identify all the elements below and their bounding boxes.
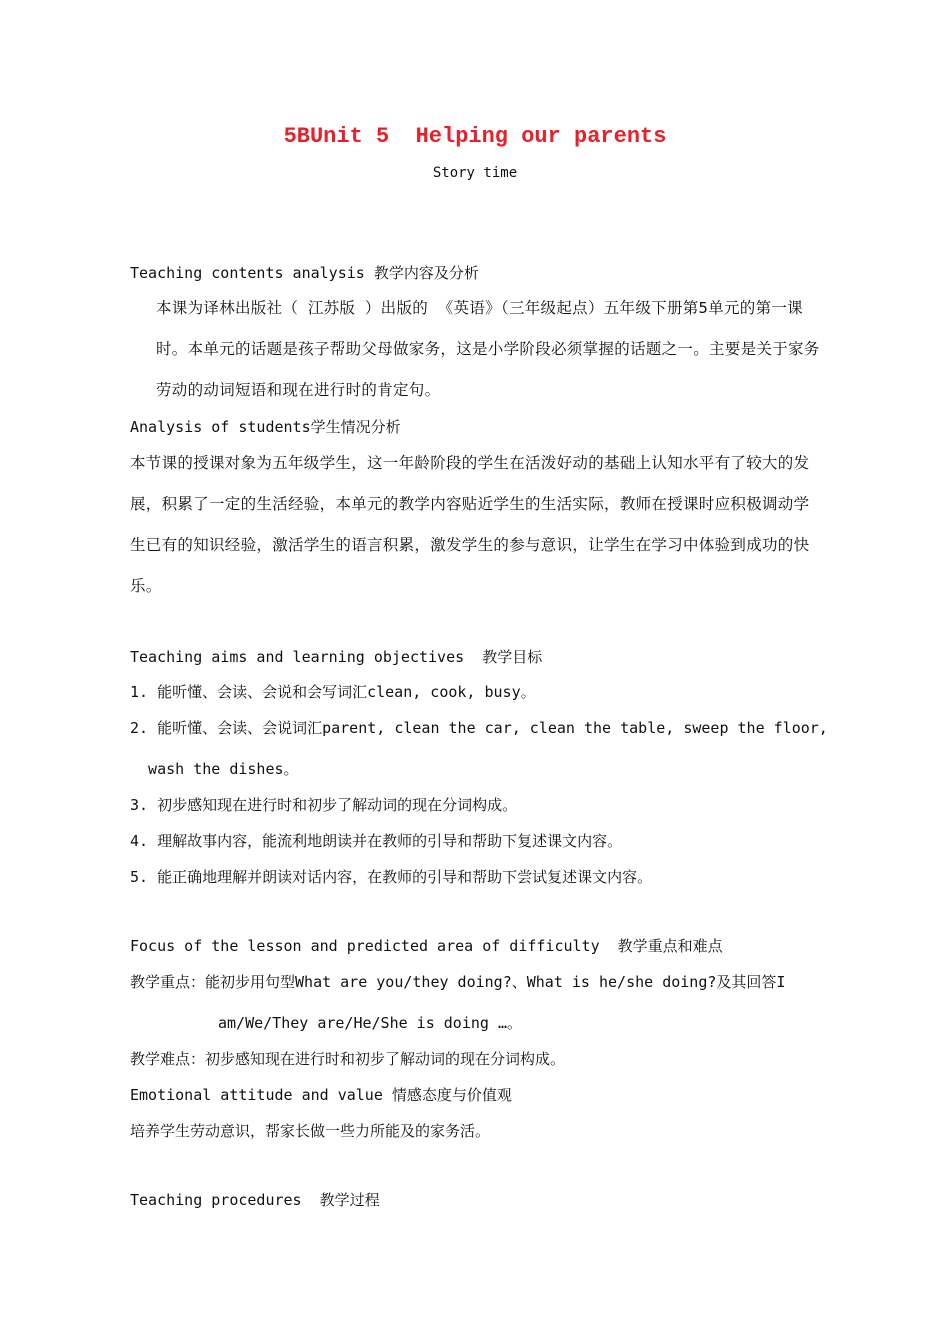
difficulty-line: 教学难点：初步感知现在进行时和初步了解动词的现在分词构成。 bbox=[130, 1050, 566, 1068]
aim-item-4: 4. 理解故事内容，能流利地朗读并在教师的引导和帮助下复述课文内容。 bbox=[130, 832, 623, 850]
key-point-line-2: am/We/They are/He/She is doing …。 bbox=[218, 1014, 522, 1032]
section-heading-students: Analysis of students学生情况分析 bbox=[130, 418, 401, 436]
aim-item-3: 3. 初步感知现在进行时和初步了解动词的现在分词构成。 bbox=[130, 796, 518, 814]
section-heading-contents: Teaching contents analysis 教学内容及分析 bbox=[130, 264, 479, 282]
page-subtitle: Story time bbox=[432, 165, 518, 181]
key-point-line-1: 教学重点：能初步用句型What are you/they doing?、What is he/she doing?及其回答I bbox=[130, 973, 786, 991]
section-heading-focus: Focus of the lesson and predicted area of difficulty 教学重点和难点 bbox=[130, 937, 723, 955]
emotion-body: 培养学生劳动意识，帮家长做一些力所能及的家务活。 bbox=[130, 1122, 491, 1140]
aim-item-2: 2. 能听懂、会读、会说词汇parent, clean the car, clean the table, sweep the floor, bbox=[130, 719, 828, 737]
contents-body: 本课为译林出版社（ 江苏版 ）出版的 《英语》（三年级起点）五年级下册第5单元的第一课时。本单元的话题是孩子帮助父母做家务，这是小学阶段必须掌握的话题之一。主要是关于家务劳动的动词短语和现在进行时的肯定句。 bbox=[156, 299, 820, 399]
aim-item-5: 5. 能正确地理解并朗读对话内容，在教师的引导和帮助下尝试复述课文内容。 bbox=[130, 868, 653, 886]
section-heading-procedures: Teaching procedures 教学过程 bbox=[130, 1191, 380, 1209]
section-heading-emotion: Emotional attitude and value 情感态度与价值观 bbox=[130, 1086, 512, 1104]
section-heading-aims: Teaching aims and learning objectives 教学目标 bbox=[130, 648, 543, 666]
aim-item-2-continued: wash the dishes。 bbox=[130, 760, 299, 778]
students-paragraph: 本节课的授课对象为五年级学生，这一年龄阶段的学生在活泼好动的基础上认知水平有了较大的发展，积累了一定的生活经验，本单元的教学内容贴近学生的生活实际，教师在授课时应积极调动学生已有的知识经验，激活学生的语言积累，激发学生的参与意识，让学生在学习中体验到成功的快乐。 bbox=[130, 454, 810, 595]
contents-paragraph bbox=[130, 288, 820, 411]
page-title: 5BUnit 5 Helping our parents bbox=[283, 124, 667, 149]
aim-item-1: 1. 能听懂、会读、会说和会写词汇clean, cook, busy。 bbox=[130, 683, 536, 701]
